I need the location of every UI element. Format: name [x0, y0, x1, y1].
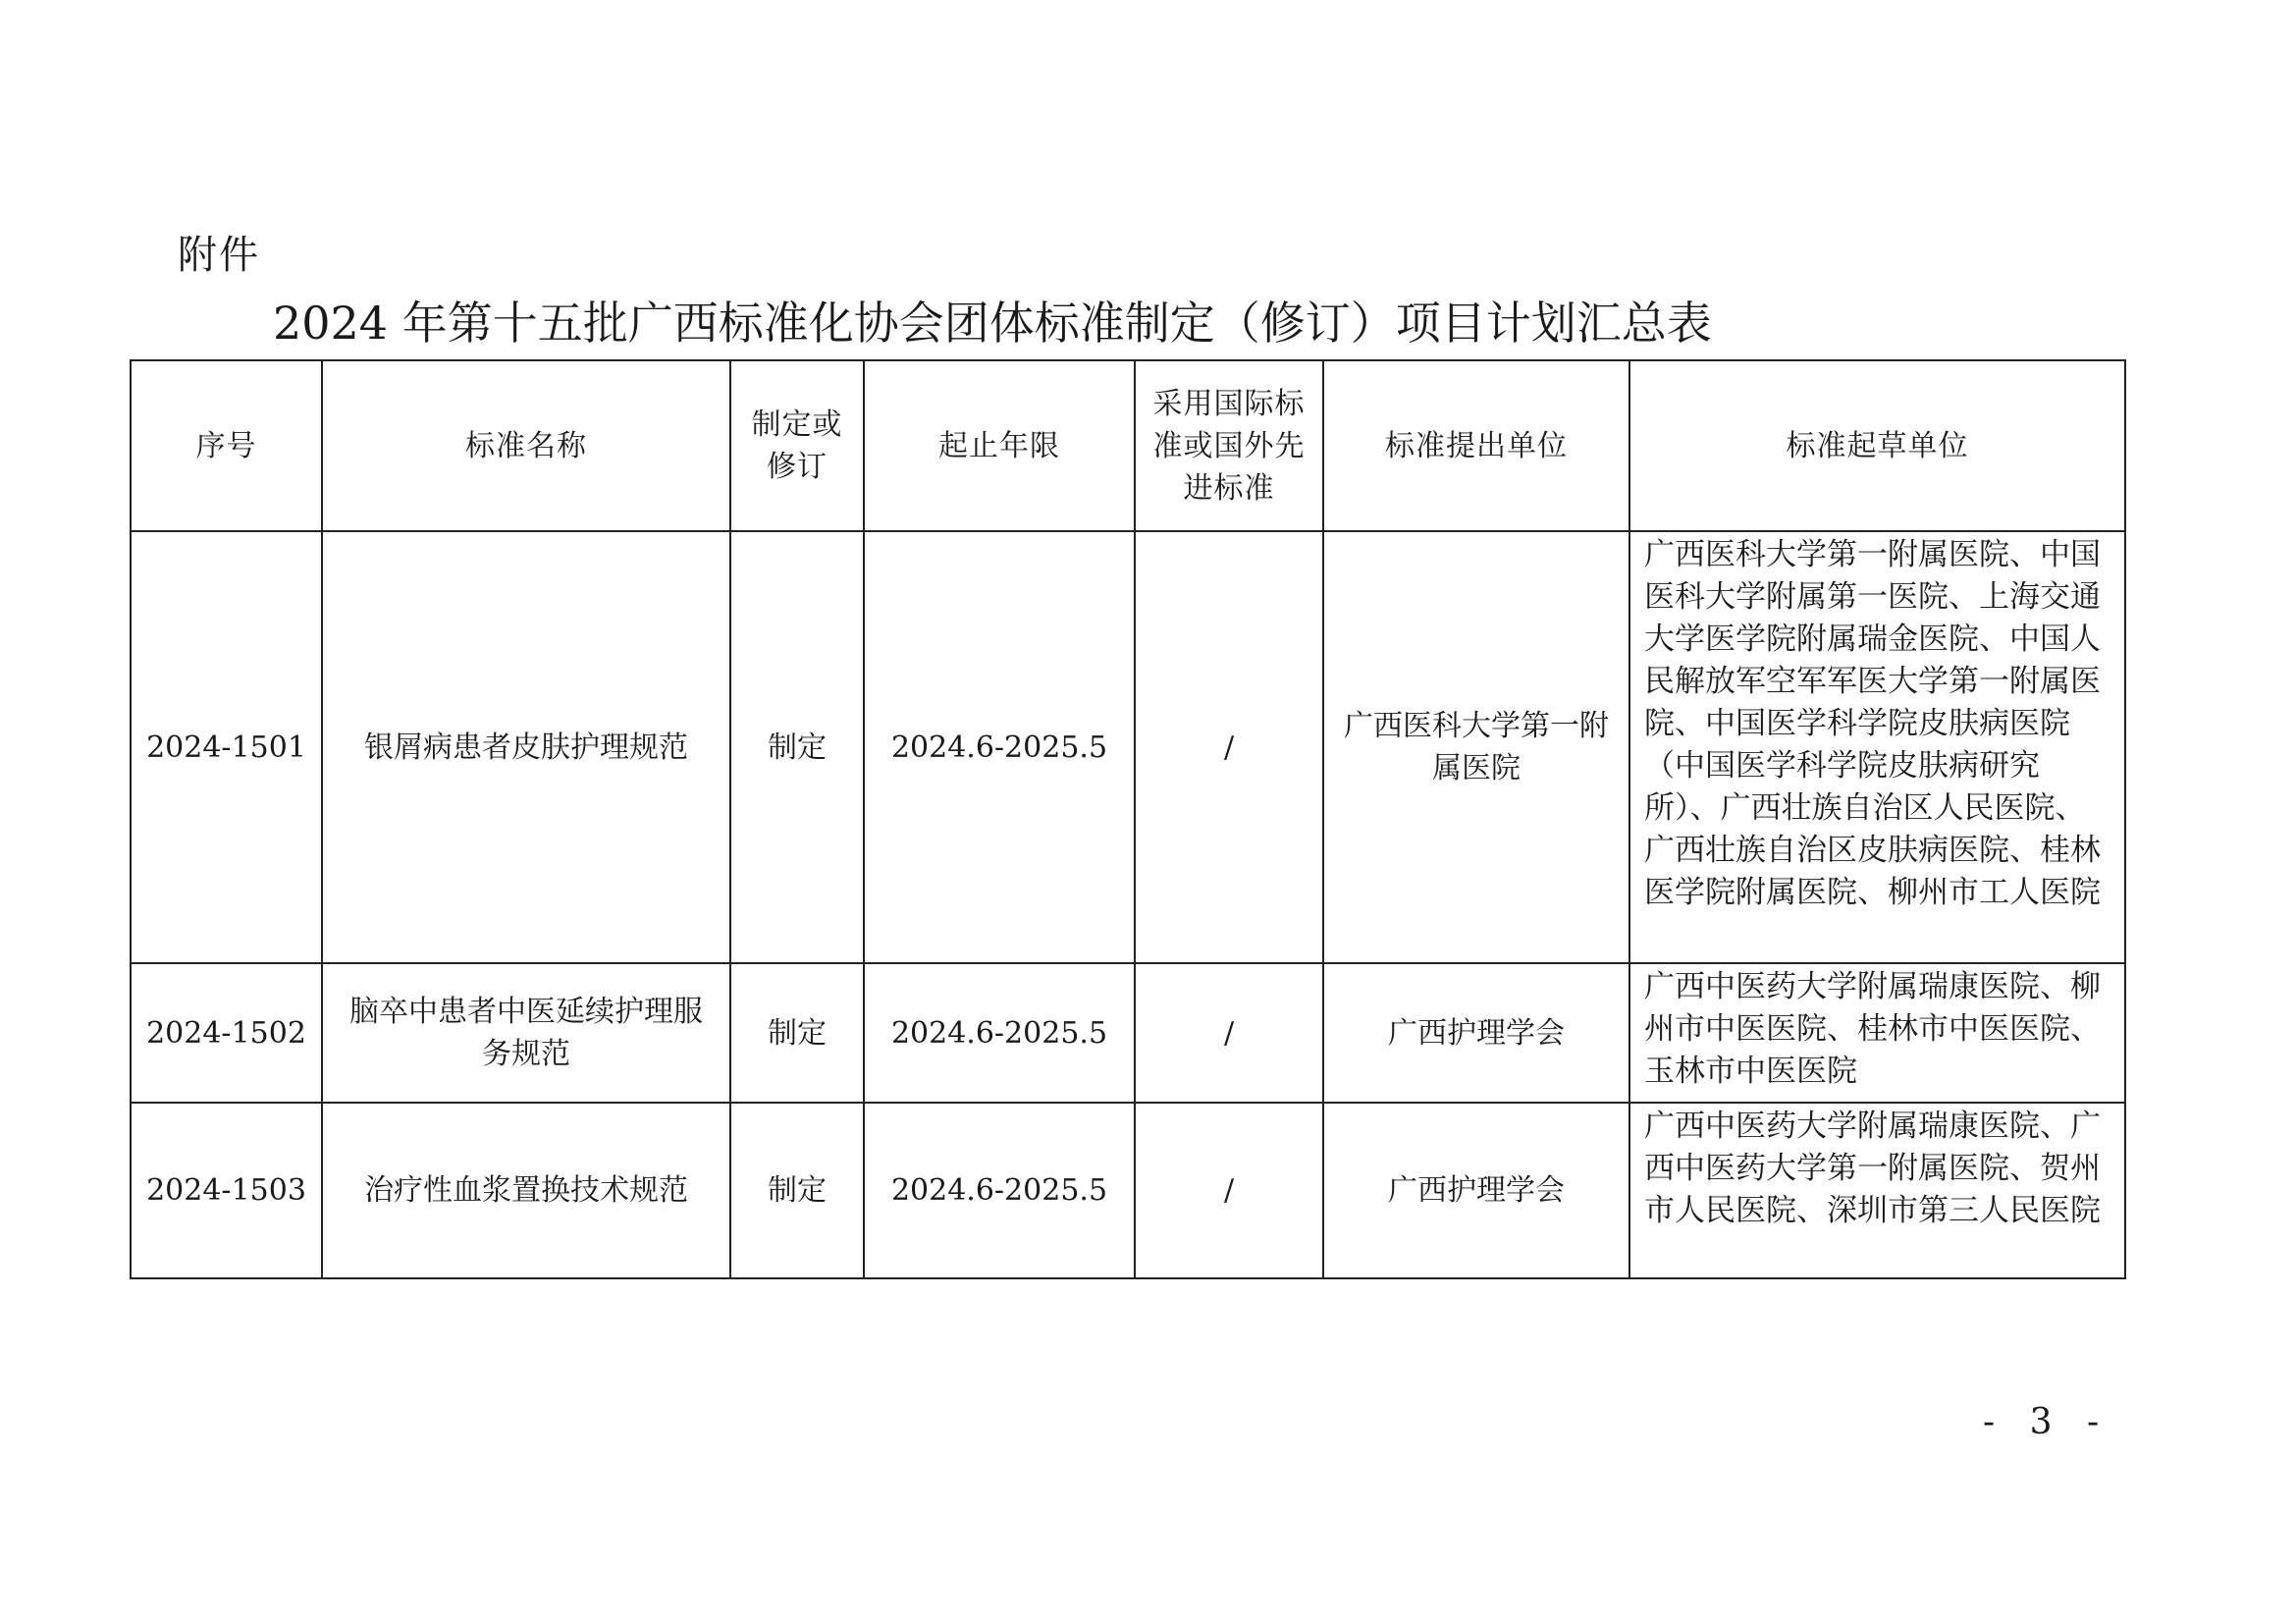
- cell-proposer: 广西护理学会: [1323, 963, 1629, 1103]
- cell-standard-name: 脑卒中患者中医延续护理服务规范: [322, 963, 730, 1103]
- cell-period: 2024.6-2025.5: [864, 1103, 1135, 1278]
- cell-drafters: 广西医科大学第一附属医院、中国医科大学附属第一医院、上海交通大学医学院附属瑞金医院、中国人民解放军空军军医大学第一附属医院、中国医学科学院皮肤病医院（中国医学科学院皮肤病研究所）、广西壮族自治区人民医院、广西壮族自治区皮肤病医院、桂林医学院附属医院、柳州市工人医院: [1629, 531, 2125, 963]
- table-row: [131, 531, 2125, 963]
- header-type: 制定或修订: [730, 360, 864, 531]
- cell-type: 制定: [730, 531, 864, 963]
- cell-standard-name: 银屑病患者皮肤护理规范: [322, 531, 730, 963]
- cell-proposer: 广西护理学会: [1323, 1103, 1629, 1278]
- page-number: - 3 -: [1983, 1402, 2111, 1442]
- cell-drafters: 广西中医药大学附属瑞康医院、广西中医药大学第一附属医院、贺州市人民医院、深圳市第三人民医院: [1629, 1103, 2125, 1278]
- header-proposer: 标准提出单位: [1323, 360, 1629, 531]
- cell-type: 制定: [730, 963, 864, 1103]
- cell-adopt-standard: /: [1135, 1103, 1323, 1278]
- table-row: [131, 1103, 2125, 1278]
- cell-period: 2024.6-2025.5: [864, 531, 1135, 963]
- cell-serial: 2024-1501: [131, 531, 322, 963]
- header-adopt-standard: 采用国际标准或国外先进标准: [1135, 360, 1323, 531]
- cell-type: 制定: [730, 1103, 864, 1278]
- cell-standard-name: 治疗性血浆置换技术规范: [322, 1103, 730, 1278]
- header-drafters: 标准起草单位: [1629, 360, 2125, 531]
- cell-serial: 2024-1502: [131, 963, 322, 1103]
- cell-proposer: 广西医科大学第一附属医院: [1323, 531, 1629, 963]
- cell-adopt-standard: /: [1135, 963, 1323, 1103]
- cell-period: 2024.6-2025.5: [864, 963, 1135, 1103]
- header-period: 起止年限: [864, 360, 1135, 531]
- table-row: [131, 963, 2125, 1103]
- attachment-label: 附件: [178, 233, 260, 278]
- cell-drafters: 广西中医药大学附属瑞康医院、柳州市中医医院、桂林市中医医院、玉林市中医医院: [1629, 963, 2125, 1103]
- cell-adopt-standard: /: [1135, 531, 1323, 963]
- header-serial: 序号: [131, 360, 322, 531]
- header-standard-name: 标准名称: [322, 360, 730, 531]
- project-plan-table: [130, 359, 2126, 1279]
- table-header-row: [131, 360, 2125, 531]
- document-title: 2024 年第十五批广西标准化协会团体标准制定（修订）项目计划汇总表: [273, 297, 1712, 350]
- cell-serial: 2024-1503: [131, 1103, 322, 1278]
